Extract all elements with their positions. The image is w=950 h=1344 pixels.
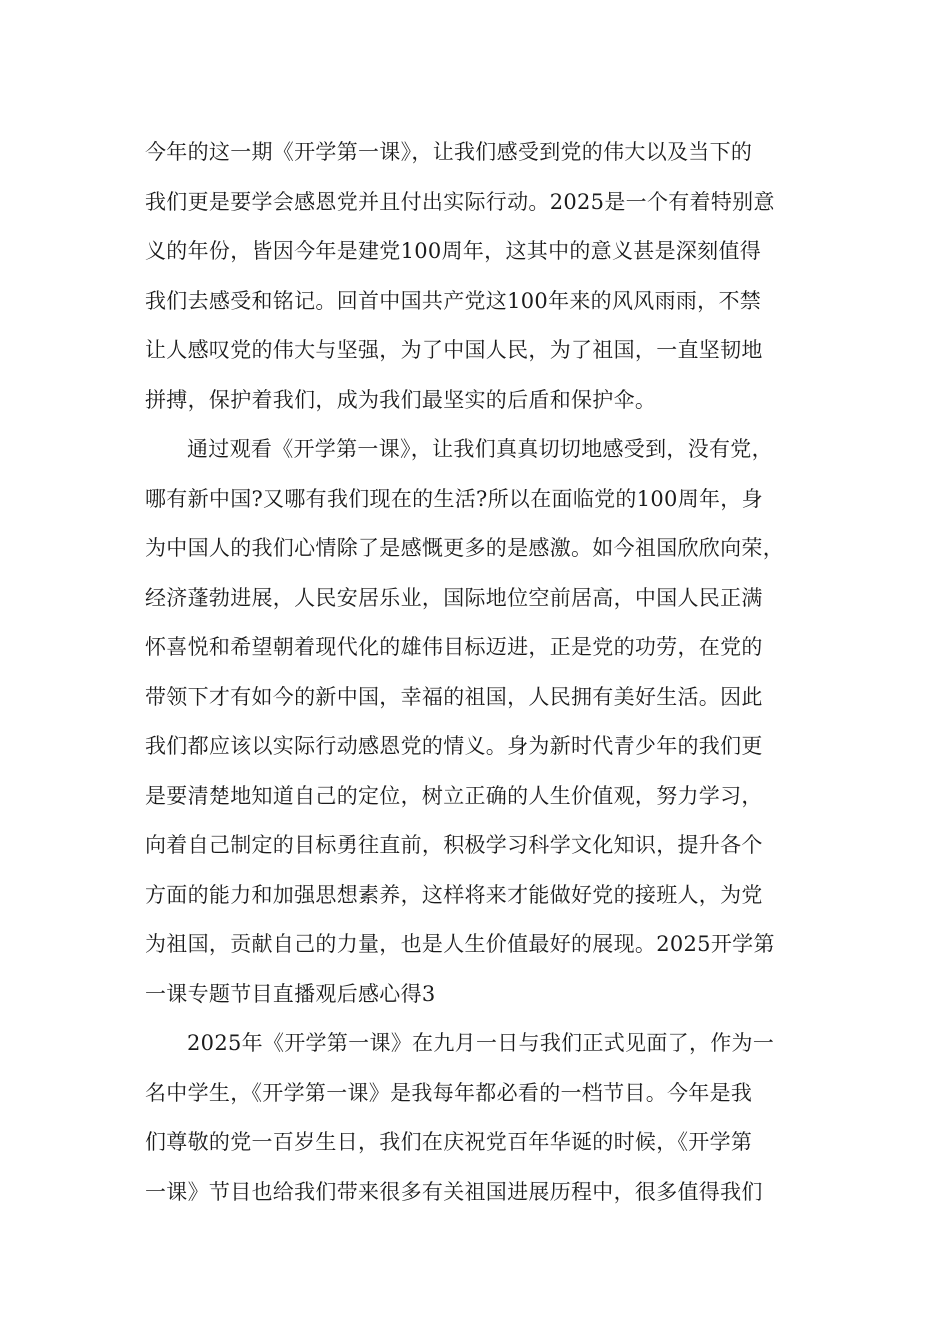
text-line: 一课专题节目直播观后感心得3 <box>145 981 436 1006</box>
text-line: 是要清楚地知道自己的定位，树立正确的人生价值观，努力学习， <box>145 783 763 808</box>
text-line: 带领下才有如今的新中国，幸福的祖国，人民拥有美好生活。因此 <box>145 684 763 709</box>
text-line: 名中学生，《开学第一课》是我每年都必看的一档节目。今年是我 <box>145 1080 753 1105</box>
text-line: 拼搏，保护着我们，成为我们最坚实的后盾和保护伞。 <box>145 387 657 412</box>
text-line: 哪有新中国?又哪有我们现在的生活?所以在面临党的100周年，身 <box>145 486 763 511</box>
text-line: 让人感叹党的伟大与坚强，为了中国人民，为了祖国，一直坚韧地 <box>145 338 763 362</box>
text-line: 今年的这一期《开学第一课》，让我们感受到党的伟大以及当下的 <box>145 140 753 164</box>
paragraph-2 <box>145 425 825 1019</box>
paragraph-3 <box>145 1019 825 1217</box>
text-line: 2025年《开学第一课》在九月一日与我们正式见面了，作为一 <box>187 1031 775 1055</box>
text-line: 我们更是要学会感恩党并且付出实际行动。2025是一个有着特别意 <box>145 189 775 214</box>
text-line: 为祖国，贡献自己的力量，也是人生价值最好的展现。2025开学第 <box>145 932 775 956</box>
document-body <box>145 128 825 1217</box>
text-line: 义的年份，皆因今年是建党100周年，这其中的意义甚是深刻值得 <box>145 239 762 263</box>
text-line: 怀喜悦和希望朝着现代化的雄伟目标迈进，正是党的功劳，在党的 <box>145 635 763 659</box>
text-line: 一课》节目也给我们带来很多有关祖国进展历程中，很多值得我们 <box>145 1179 763 1204</box>
text-line: 方面的能力和加强思想素养，这样将来才能做好党的接班人，为党 <box>145 882 763 907</box>
paragraph-1 <box>145 128 825 425</box>
text-line: 我们去感受和铭记。回首中国共产党这100年来的风风雨雨，不禁 <box>145 288 762 313</box>
text-line: 们尊敬的党一百岁生日，我们在庆祝党百年华诞的时候，《开学第 <box>145 1130 753 1154</box>
text-line: 经济蓬勃进展，人民安居乐业，国际地位空前居高，中国人民正满 <box>145 585 763 610</box>
text-line: 向着自己制定的目标勇往直前，积极学习科学文化知识，提升各个 <box>145 833 763 857</box>
text-line: 为中国人的我们心情除了是感慨更多的是感激。如今祖国欣欣向荣， <box>145 536 784 560</box>
text-line: 通过观看《开学第一课》，让我们真真切切地感受到，没有党， <box>187 437 773 461</box>
text-line: 我们都应该以实际行动感恩党的情义。身为新时代青少年的我们更 <box>145 734 763 758</box>
